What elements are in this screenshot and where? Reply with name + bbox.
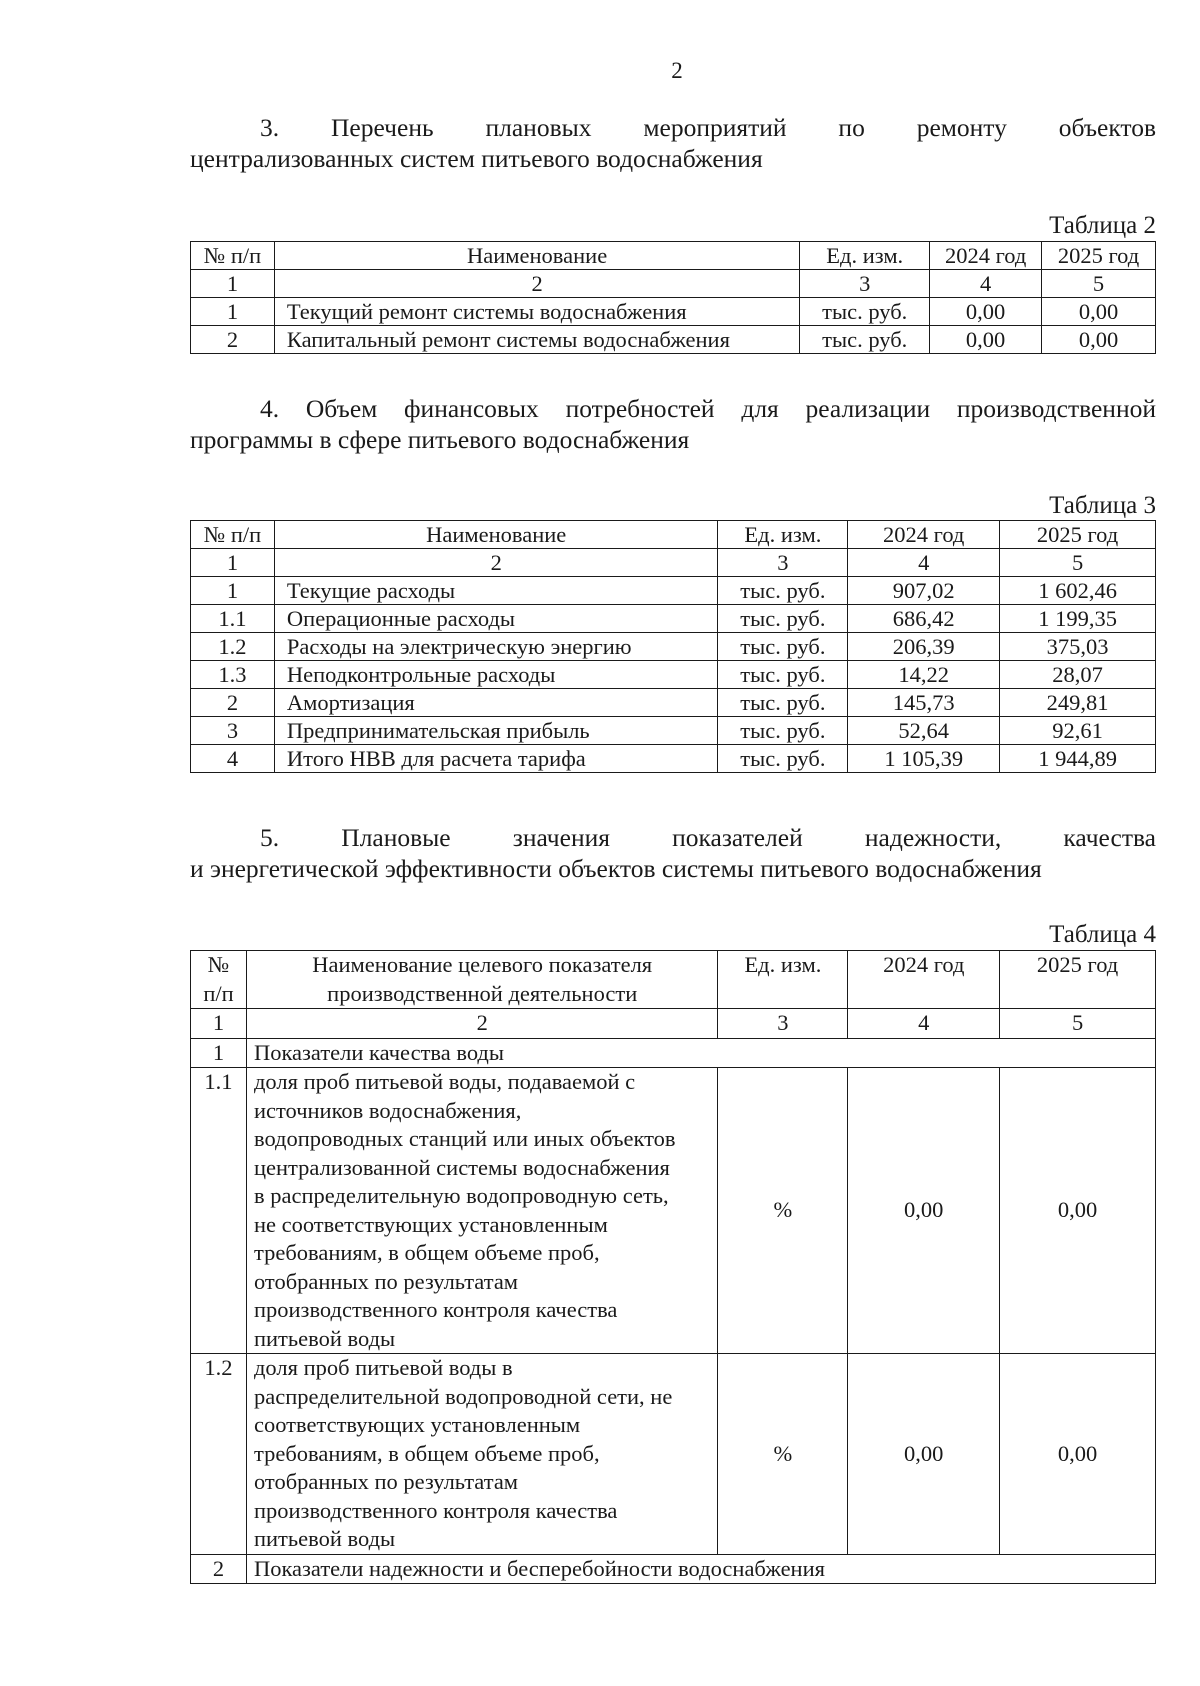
column-number-cell: 3 [800, 270, 930, 298]
row-2024-cell: 1 105,39 [848, 745, 1000, 773]
header-cell-name [246, 951, 718, 1009]
row-name-line: соответствующих установленным [253, 1412, 581, 1437]
row-2024-cell: 14,22 [848, 661, 1000, 689]
table-row [191, 745, 1156, 773]
row-name-cell: Амортизация [274, 689, 718, 717]
row-number-cell: 1.2 [191, 1354, 247, 1555]
row-name-cell: Текущие расходы [274, 577, 718, 605]
section-4-heading-line-2: программы в сфере питьевого водоснабжения [190, 425, 690, 454]
group-number-cell: 2 [191, 1554, 247, 1584]
column-number-cell: 3 [718, 1009, 848, 1039]
section-4-heading [190, 393, 1156, 455]
row-name-line: распределительной водопроводной сети, не [253, 1383, 673, 1409]
row-2025-cell: 375,03 [1000, 633, 1156, 661]
header-cell: Наименование [274, 242, 799, 270]
row-2025-cell: 0,00 [1000, 1068, 1156, 1354]
table-row [191, 270, 1156, 298]
row-2024-cell: 206,39 [848, 633, 1000, 661]
header-cell: Наименование [274, 521, 718, 549]
row-2025-cell: 0,00 [1042, 298, 1156, 326]
table-group-row [191, 1038, 1156, 1068]
column-number-cell: 2 [246, 1009, 718, 1039]
row-name-line: в распределительную водопроводную сеть, [253, 1183, 669, 1208]
row-2025-cell: 1 199,35 [1000, 605, 1156, 633]
row-2025-cell: 1 602,46 [1000, 577, 1156, 605]
group-name-cell: Показатели качества воды [246, 1038, 1155, 1068]
row-name-line: доля проб питьевой воды в [253, 1355, 513, 1380]
row-number-cell: 3 [191, 717, 275, 745]
column-number-cell: 2 [274, 270, 799, 298]
row-name-line: не соответствующих установленным [253, 1211, 608, 1237]
row-number-cell: 1.1 [191, 605, 275, 633]
column-number-cell: 1 [191, 549, 275, 577]
row-name-line: отобранных по результатам [253, 1469, 519, 1494]
header-cell: Ед. изм. [800, 242, 930, 270]
row-unit-cell: тыс. руб. [718, 717, 848, 745]
table-row [191, 326, 1156, 354]
row-name-line: производственного контроля качества [253, 1497, 618, 1523]
header-cell: 2024 год [848, 521, 1000, 549]
row-name-cell: Предпринимательская прибыль [274, 717, 718, 745]
row-number-cell: 2 [191, 326, 275, 354]
table-row [191, 1068, 1156, 1354]
row-unit-cell: тыс. руб. [718, 577, 848, 605]
row-2024-cell: 145,73 [848, 689, 1000, 717]
header-cell: 2025 год [1000, 521, 1156, 549]
header-cell: № п/п [191, 521, 275, 549]
row-name-line: отобранных по результатам [253, 1268, 519, 1294]
row-name-cell [246, 1068, 718, 1354]
row-number-cell: 1 [191, 577, 275, 605]
row-name-cell: Текущий ремонт системы водоснабжения [274, 298, 799, 326]
table-row [191, 661, 1156, 689]
row-name-line: водопроводных станций или иных объектов [253, 1126, 676, 1151]
row-name-line: питьевой воды [253, 1526, 396, 1551]
column-number-cell: 5 [1000, 549, 1156, 577]
row-unit-cell: % [718, 1068, 848, 1354]
table-group-row [191, 1554, 1156, 1584]
row-name-cell [246, 1354, 718, 1555]
header-number-line-1: № [207, 952, 230, 977]
row-name-cell: Неподконтрольные расходы [274, 661, 718, 689]
column-number-cell: 5 [1000, 1009, 1156, 1039]
header-cell: Ед. изм. [718, 521, 848, 549]
row-unit-cell: тыс. руб. [718, 633, 848, 661]
header-name-line-2: производственной деятельности [327, 980, 638, 1006]
row-name-line: требованиям, в общем объеме проб, [253, 1440, 600, 1466]
group-number-cell: 1 [191, 1038, 247, 1068]
table-4-caption: Таблица 4 [1049, 921, 1156, 948]
row-name-cell: Расходы на электрическую энергию [274, 633, 718, 661]
row-name-line: требованиям, в общем объеме проб, [253, 1240, 600, 1265]
row-number-cell: 4 [191, 745, 275, 773]
section-3-heading-line-1: 3. Перечень плановых мероприятий по ремонту объектов [260, 113, 1156, 142]
column-number-cell: 1 [191, 1009, 247, 1039]
row-2024-cell: 0,00 [930, 326, 1042, 354]
table-header-row [191, 951, 1156, 1009]
row-name-line: питьевой воды [253, 1325, 396, 1351]
table-row [191, 549, 1156, 577]
table-row [191, 242, 1156, 270]
column-number-cell: 4 [930, 270, 1042, 298]
table-row [191, 298, 1156, 326]
header-cell-unit: Ед. изм. [718, 951, 848, 1009]
header-name-line-1: Наименование целевого показателя [312, 952, 653, 977]
column-number-cell: 4 [848, 549, 1000, 577]
row-name-cell: Операционные расходы [274, 605, 718, 633]
row-unit-cell: тыс. руб. [718, 745, 848, 773]
row-name-line: централизованной системы водоснабжения [253, 1154, 670, 1180]
column-number-cell: 1 [191, 270, 275, 298]
row-2025-cell: 0,00 [1042, 326, 1156, 354]
section-5-heading [190, 822, 1156, 884]
row-unit-cell: тыс. руб. [800, 298, 930, 326]
header-cell: № п/п [191, 242, 275, 270]
section-3-heading-line-2: централизованных систем питьевого водоснабжения [190, 144, 763, 173]
header-cell: 2025 год [1042, 242, 1156, 270]
row-unit-cell: тыс. руб. [800, 326, 930, 354]
row-name-cell: Капитальный ремонт системы водоснабжения [274, 326, 799, 354]
table-row [191, 1009, 1156, 1039]
row-unit-cell: тыс. руб. [718, 661, 848, 689]
column-number-cell: 4 [848, 1009, 1000, 1039]
row-name-line: источников водоснабжения, [253, 1097, 522, 1123]
table-3-caption: Таблица 3 [1049, 492, 1156, 519]
row-2025-cell: 0,00 [1000, 1354, 1156, 1555]
header-number-line-2: п/п [203, 980, 234, 1006]
table-2 [190, 241, 1156, 354]
row-unit-cell: тыс. руб. [718, 605, 848, 633]
row-2024-cell: 0,00 [848, 1354, 1000, 1555]
table-row [191, 689, 1156, 717]
column-number-cell: 3 [718, 549, 848, 577]
section-3-heading [190, 112, 1156, 174]
table-4 [190, 950, 1156, 1584]
row-number-cell: 1.2 [191, 633, 275, 661]
row-2024-cell: 0,00 [848, 1068, 1000, 1354]
table-row [191, 605, 1156, 633]
table-2-caption: Таблица 2 [1049, 212, 1156, 239]
column-number-cell: 5 [1042, 270, 1156, 298]
row-2025-cell: 249,81 [1000, 689, 1156, 717]
row-unit-cell: тыс. руб. [718, 689, 848, 717]
table-row [191, 633, 1156, 661]
row-unit-cell: % [718, 1354, 848, 1555]
row-2024-cell: 907,02 [848, 577, 1000, 605]
row-2024-cell: 52,64 [848, 717, 1000, 745]
row-number-cell: 2 [191, 689, 275, 717]
column-number-cell: 2 [274, 549, 718, 577]
row-2024-cell: 0,00 [930, 298, 1042, 326]
row-name-line: доля проб питьевой воды, подаваемой с [253, 1069, 636, 1094]
row-2025-cell: 1 944,89 [1000, 745, 1156, 773]
row-2024-cell: 686,42 [848, 605, 1000, 633]
row-2025-cell: 28,07 [1000, 661, 1156, 689]
table-row [191, 1354, 1156, 1555]
row-2025-cell: 92,61 [1000, 717, 1156, 745]
page-number: 2 [671, 58, 683, 83]
section-5-heading-line-2: и энергетической эффективности объектов системы питьевого водоснабжения [190, 854, 1042, 883]
header-cell-number [191, 951, 247, 1009]
section-5-heading-line-1: 5. Плановые значения показателей надежности, качества [260, 823, 1156, 852]
group-name-cell: Показатели надежности и бесперебойности водоснабжения [246, 1554, 1155, 1584]
table-row [191, 717, 1156, 745]
section-4-heading-line-1: 4. Объем финансовых потребностей для реализации производственной [260, 394, 1156, 423]
row-name-cell: Итого НВВ для расчета тарифа [274, 745, 718, 773]
table-3 [190, 520, 1156, 773]
table-row [191, 521, 1156, 549]
table-row [191, 577, 1156, 605]
header-cell-2025: 2025 год [1000, 951, 1156, 1009]
row-number-cell: 1.3 [191, 661, 275, 689]
header-cell-2024: 2024 год [848, 951, 1000, 1009]
header-cell: 2024 год [930, 242, 1042, 270]
row-number-cell: 1.1 [191, 1068, 247, 1354]
row-name-line: производственного контроля качества [253, 1297, 618, 1322]
row-number-cell: 1 [191, 298, 275, 326]
